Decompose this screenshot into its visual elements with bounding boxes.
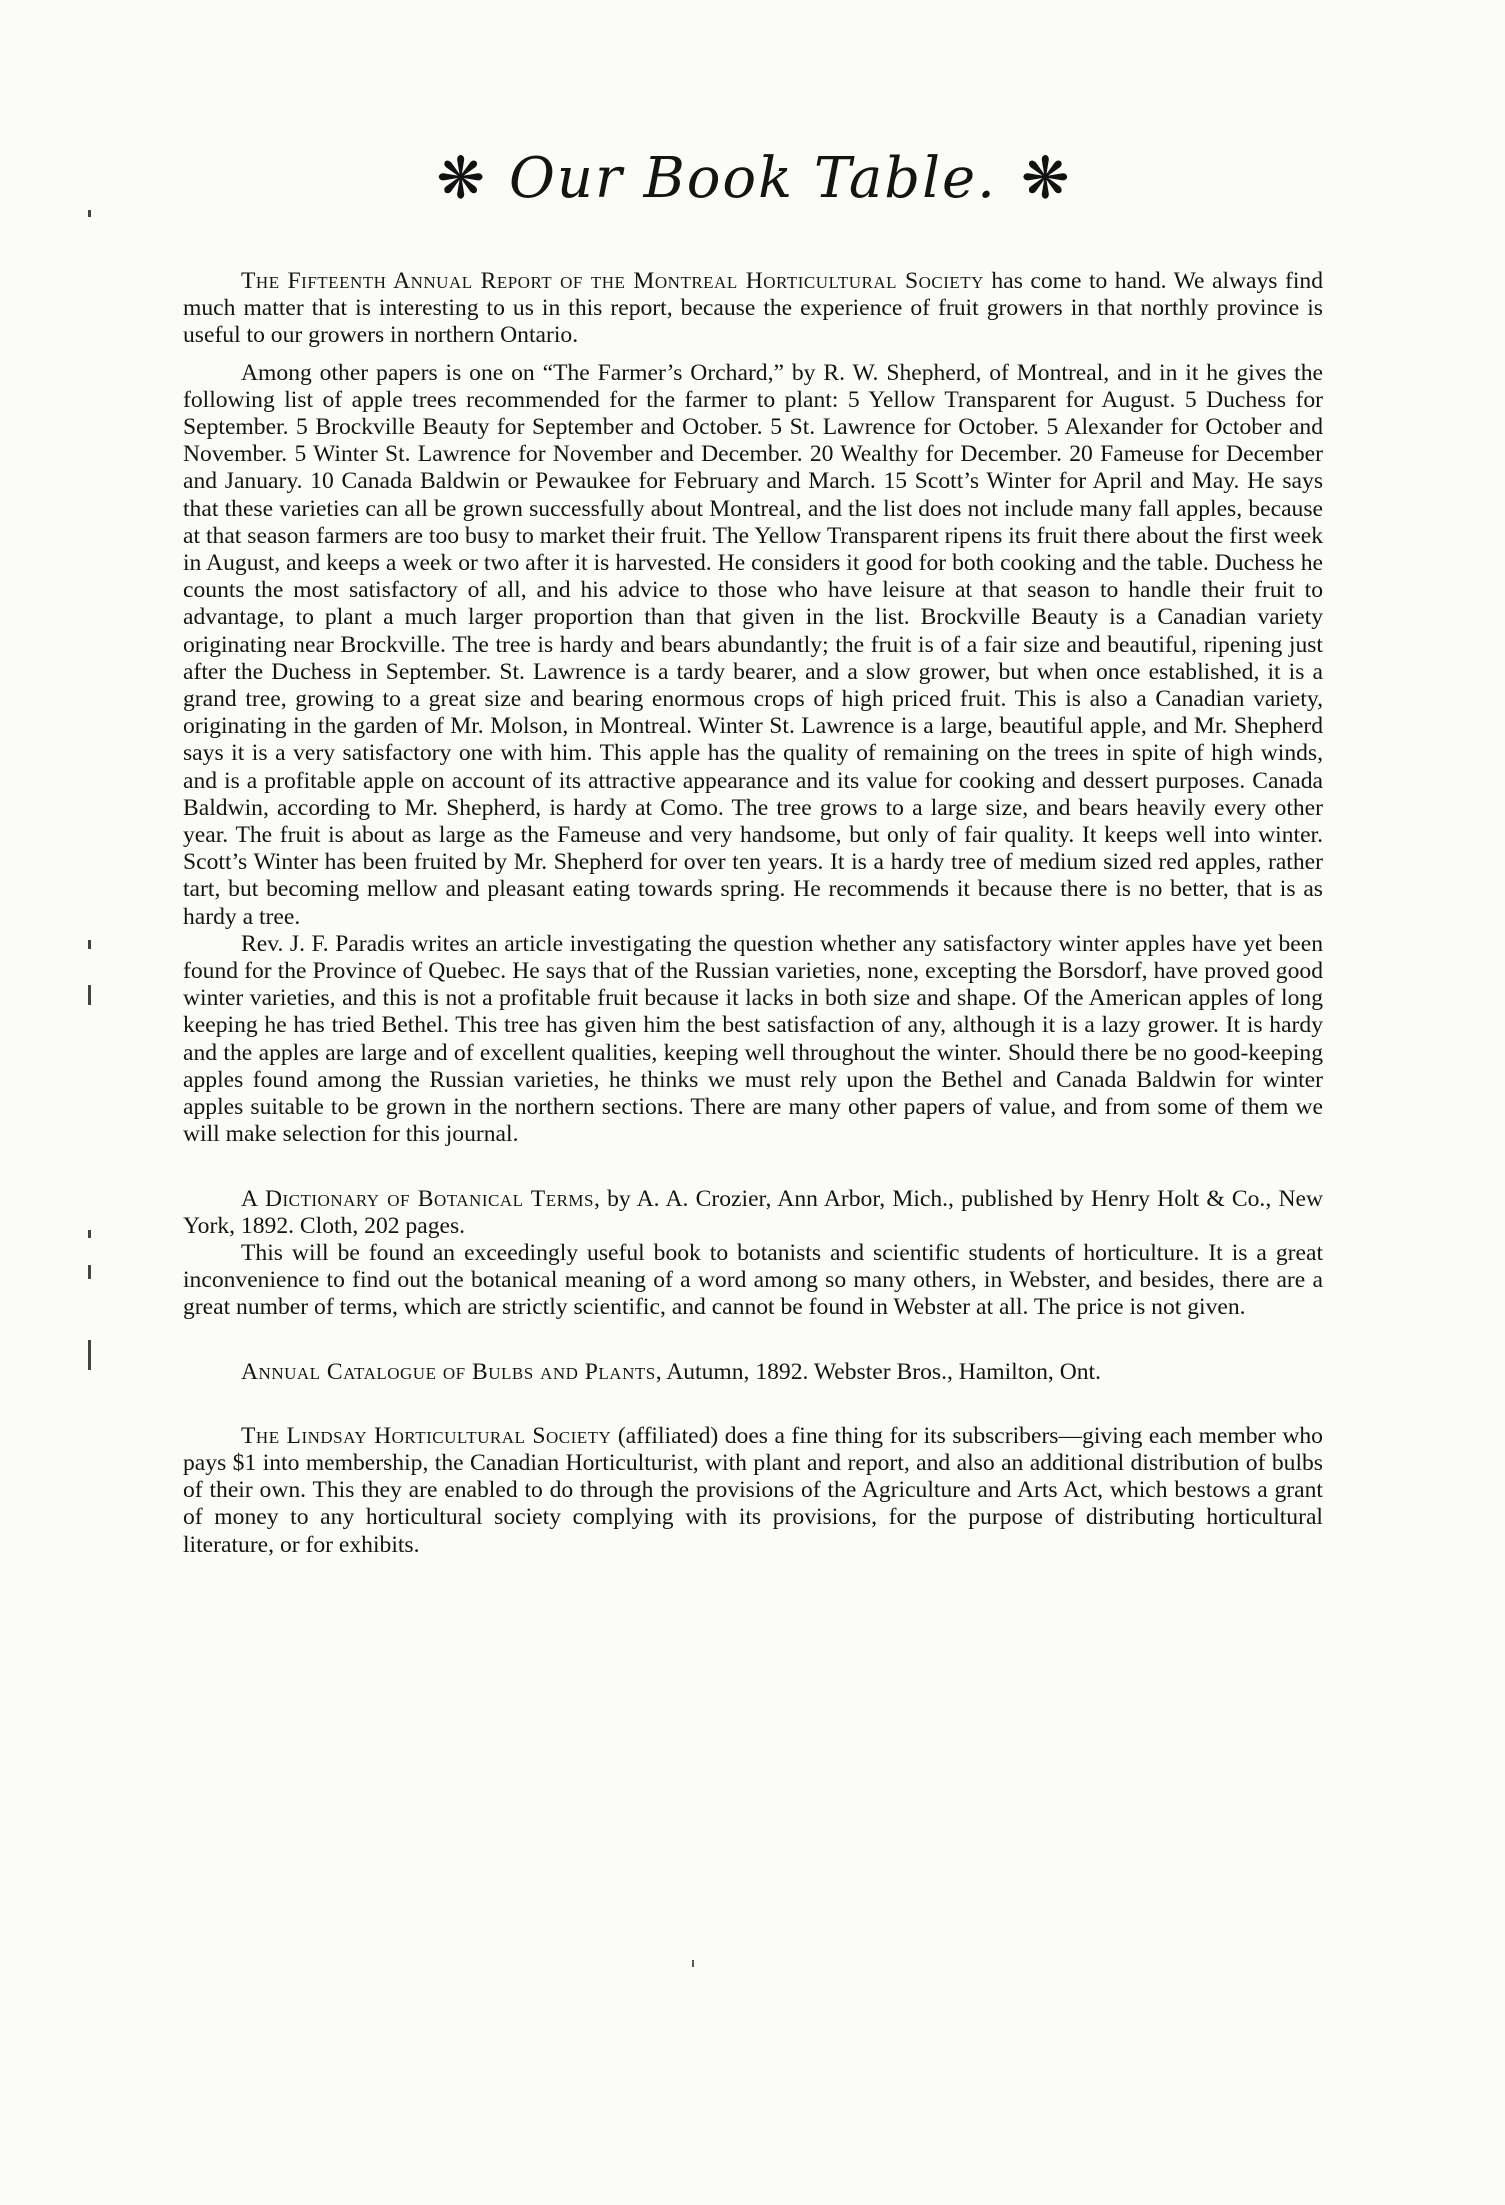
- paragraph-catalogue-entry: [183, 1359, 1323, 1386]
- paragraph-paradis-article: [183, 931, 1323, 1149]
- left-ornament-icon: ❋: [436, 146, 486, 211]
- paragraph-dictionary-entry: [183, 1186, 1323, 1240]
- margin-mark: [88, 210, 91, 217]
- paragraph-text: has come to hand. We always find much matter that is interesting to us in this report, because the experience of fruit growers in that northly province is useful to our growers in northern Ontario.: [183, 268, 1323, 349]
- paragraph-dictionary-review: [183, 1240, 1323, 1322]
- right-ornament-icon: ❋: [1020, 146, 1070, 211]
- paragraph-text: This will be found an exceedingly useful book to botanists and scientific students of horticulture. It is a great inconvenience to find out the botanical meaning of a word among so many others, in Webster, and besides, there are a great number of terms, which are strictly scientific, and cannot be found in Webster at all. The price is not given.: [183, 1239, 1323, 1321]
- paragraph-text: (affiliated) does a fine thing for its subscribers—giving each member who pays $1 into membership, the Canadian Horticulturist, with plant and report, and also an additional distribution of bulbs of their own. This they are enabled to do through the provisions of the Agriculture and Arts Act, which bestows a grant of money to any horticultural society complying with its provisions, for the purpose of distributing horticultural literature, or for exhibits.: [183, 1422, 1323, 1558]
- margin-mark: [88, 1230, 91, 1238]
- margin-mark: [88, 985, 91, 1005]
- section-heading: [183, 146, 1323, 211]
- paragraph-text: , Autumn, 1892. Webster Bros., Hamilton, Ont.: [655, 1358, 1101, 1385]
- paragraph-text: Rev. J. F. Paradis writes an article investigating the question whether any satisfactory winter apples have yet been found for the Province of Quebec. He says that of the Russian varieties, none, excepting the Borsdorf, have proved good winter varieties, and this is not a profitable fruit because it lacks in both size and shape. Of the American apples of long keeping he has tried Bethel. This tree has given him the best satisfaction of any, although it is a lazy grower. It is hardy and the apples are large and of excellent qualities, keeping well throughout the winter. Should there be no good-keeping apples found among the Russian varieties, he thinks we must rely upon the Bethel and Canada Baldwin for winter apples suitable to be grown in the northern sections. There are many other papers of value, and from some of them we will make selection for this journal.: [183, 930, 1323, 1148]
- paragraph-lead: The Lindsay Horticultural Society: [241, 1422, 612, 1449]
- paragraph-lead: A Dictionary of Botanical Terms: [241, 1185, 594, 1212]
- paragraph-lead: Annual Catalogue of Bulbs and Plants: [241, 1358, 656, 1385]
- margin-mark: [88, 1340, 91, 1370]
- paragraph-text: Among other papers is one on “The Farmer’s Orchard,” by R. W. Shepherd, of Montreal, and in it he gives the following list of apple trees recommended for the farmer to plant: 5 Yellow Transparent for August. 5 Duchess for September. 5 Brockville Beauty for September and October. 5 St. Lawrence for October. 5 Alexander for October and November. 5 Winter St. Lawrence for November and December. 20 Wealthy for December. 20 Fameuse for December and January. 10 Canada Baldwin or Pewaukee for February and March. 15 Scott’s Winter for April and May. He says that these varieties can all be grown successfully about Montreal, and the list does not include many fall apples, because at that season farmers are too busy to market their fruit. The Yellow Transparent ripens its fruit there about the first week in August, and keeps a week or two after it is harvested. He considers it good for both cooking and the table. Duchess he counts the most satisfactory of all, and his advice to those who have leisure at that season to handle their fruit to advantage, to plant a much larger proportion than that given in the list. Brockville Beauty is a Canadian variety originating near Brockville. The tree is hardy and bears abundantly; the fruit is of a fair size and beautiful, ripening just after the Duchess in September. St. Lawrence is a tardy bearer, and a slow grower, but when once established, it is a grand tree, growing to a great size and bearing enormous crops of high priced fruit. This is also a Canadian variety, originating in the garden of Mr. Molson, in Montreal. Winter St. Lawrence is a large, beautiful apple, and Mr. Shepherd says it is a very satisfactory one with him. This apple has the quality of remaining on the trees in spite of high winds, and is a profitable apple on account of its attractive appearance and its value for cooking and dessert purposes. Canada Baldwin, according to Mr. Shepherd, is hardy at Como. The tree grows to a large size, and bears heavily every other year. The fruit is about as large as the Fameuse and very handsome, but only of fair quality. It keeps well into winter. Scott’s Winter has been fruited by Mr. Shepherd for over ten years. It is a hardy tree of medium sized red apples, rather tart, but becoming mellow and pleasant eating towards spring. He recommends it because there is no better, that is as hardy a tree.: [183, 359, 1323, 930]
- page-content: [183, 146, 1324, 1559]
- paragraph-lindsay-society: [183, 1423, 1323, 1559]
- margin-mark: [692, 1960, 694, 1967]
- paragraph-farmers-orchard: [183, 360, 1323, 931]
- margin-mark: [88, 1265, 91, 1279]
- margin-mark: [88, 940, 91, 949]
- paragraph-montreal-report: [183, 268, 1323, 350]
- section-title: Our Book Table.: [509, 146, 997, 211]
- paragraph-text: , by A. A. Crozier, Ann Arbor, Mich., published by Henry Holt & Co., New York, 1892. Cloth, 202 pages.: [183, 1185, 1324, 1239]
- paragraph-lead: The Fifteenth Annual Report of the Montreal Horticultural Society: [241, 268, 984, 294]
